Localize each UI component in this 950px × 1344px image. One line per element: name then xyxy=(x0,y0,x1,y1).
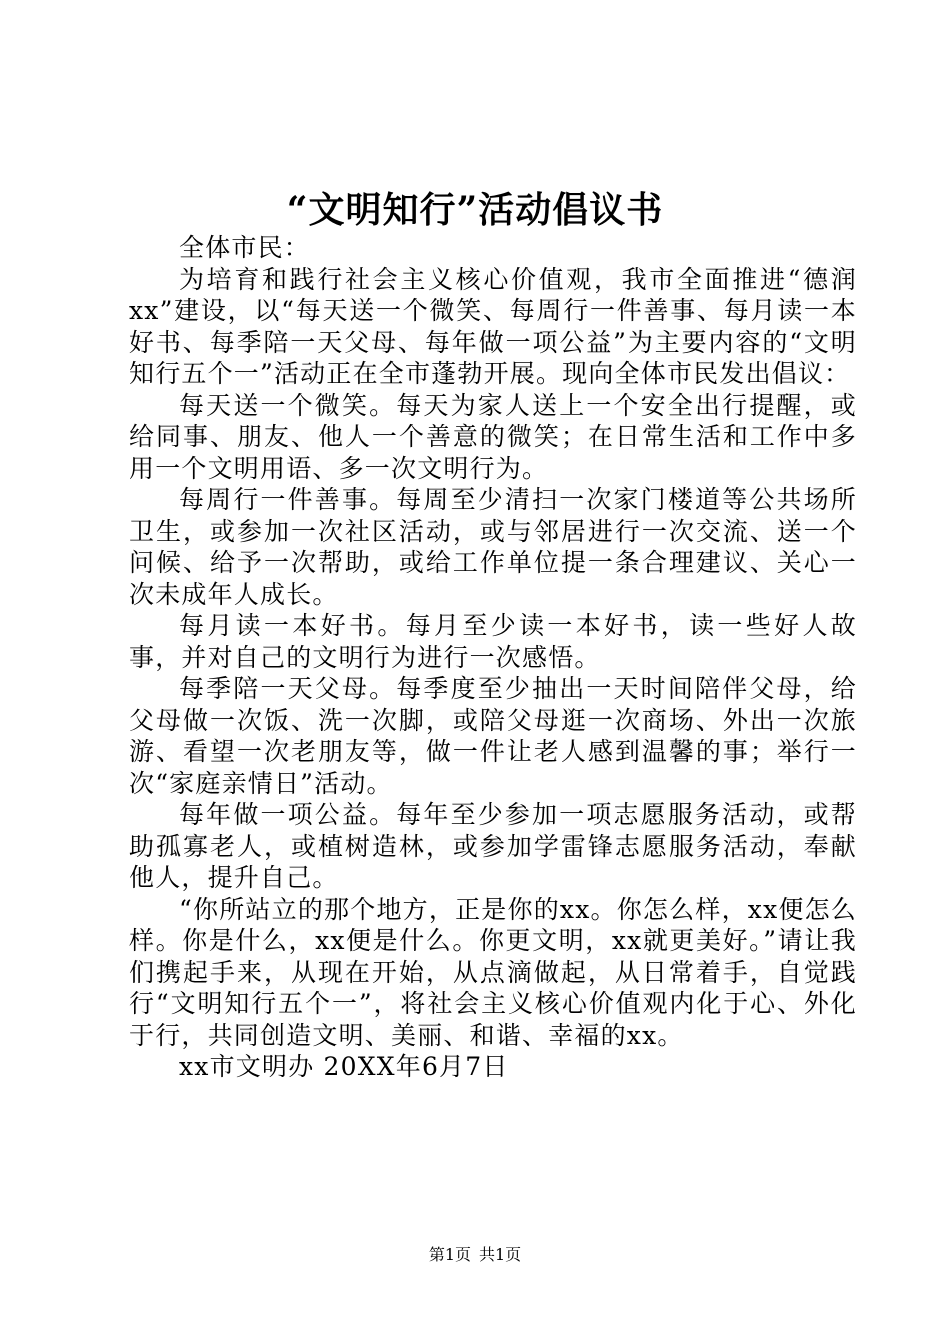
signature-line: xx市文明办 20XX年6月7日 xyxy=(179,1052,509,1081)
daily-smile-paragraph: 每天送一个微笑。每天为家人送上一个安全出行提醒，或给同事、朋友、他人一个善意的微笑；在日常生活和工作中多用一个文明用语、多一次文明行为。 xyxy=(129,390,857,483)
yearly-charity-paragraph: 每年做一项公益。每年至少参加一项志愿服务活动，或帮助孤寡老人，或植树造林，或参加学雷锋志愿服务活动，奉献他人，提升自己。 xyxy=(129,800,857,892)
monthly-book-paragraph: 每月读一本好书。每月至少读一本好书，读一些好人故事，并对自己的文明行为进行一次感悟。 xyxy=(129,611,857,672)
quarterly-parents-paragraph: 每季陪一天父母。每季度至少抽出一天时间陪伴父母，给父母做一次饭、洗一次脚，或陪父母逛一次商场、外出一次旅游、看望一次老朋友等，做一件让老人感到温馨的事；举行一次“家庭亲情日”活动。 xyxy=(129,674,857,798)
page-number: 第1页 xyxy=(428,1245,471,1264)
salutation: 全体市民： xyxy=(179,233,311,262)
document-title: “文明知行”活动倡议书 xyxy=(286,189,664,231)
intro-paragraph: 为培育和践行社会主义核心价值观，我市全面推进“德润xx”建设，以“每天送一个微笑、每周行一件善事、每月读一本好书、每季陪一天父母、每年做一项公益”为主要内容的“文明知行五个一”活动正在全市蓬勃开展。现向全体市民发出倡议： xyxy=(129,264,857,388)
closing-paragraph: “你所站立的那个地方，正是你的xx。你怎么样，xx便怎么样。你是什么，xx便是什么。你更文明，xx就更美好。”请让我们携起手来，从现在开始，从点滴做起，从日常着手，自觉践行“文明知行五个一”，将社会主义核心价值观内化于心、外化于行，共同创造文明、美丽、和谐、幸福的xx。 xyxy=(129,894,857,1050)
page-total: 共1页 xyxy=(479,1245,522,1264)
page-footer xyxy=(0,1245,950,1265)
weekly-good-deed-paragraph: 每周行一件善事。每周至少清扫一次家门楼道等公共场所卫生，或参加一次社区活动，或与邻居进行一次交流、送一个问候、给予一次帮助，或给工作单位提一条合理建议、关心一次未成年人成长。 xyxy=(129,485,857,609)
document-body xyxy=(129,232,857,1083)
